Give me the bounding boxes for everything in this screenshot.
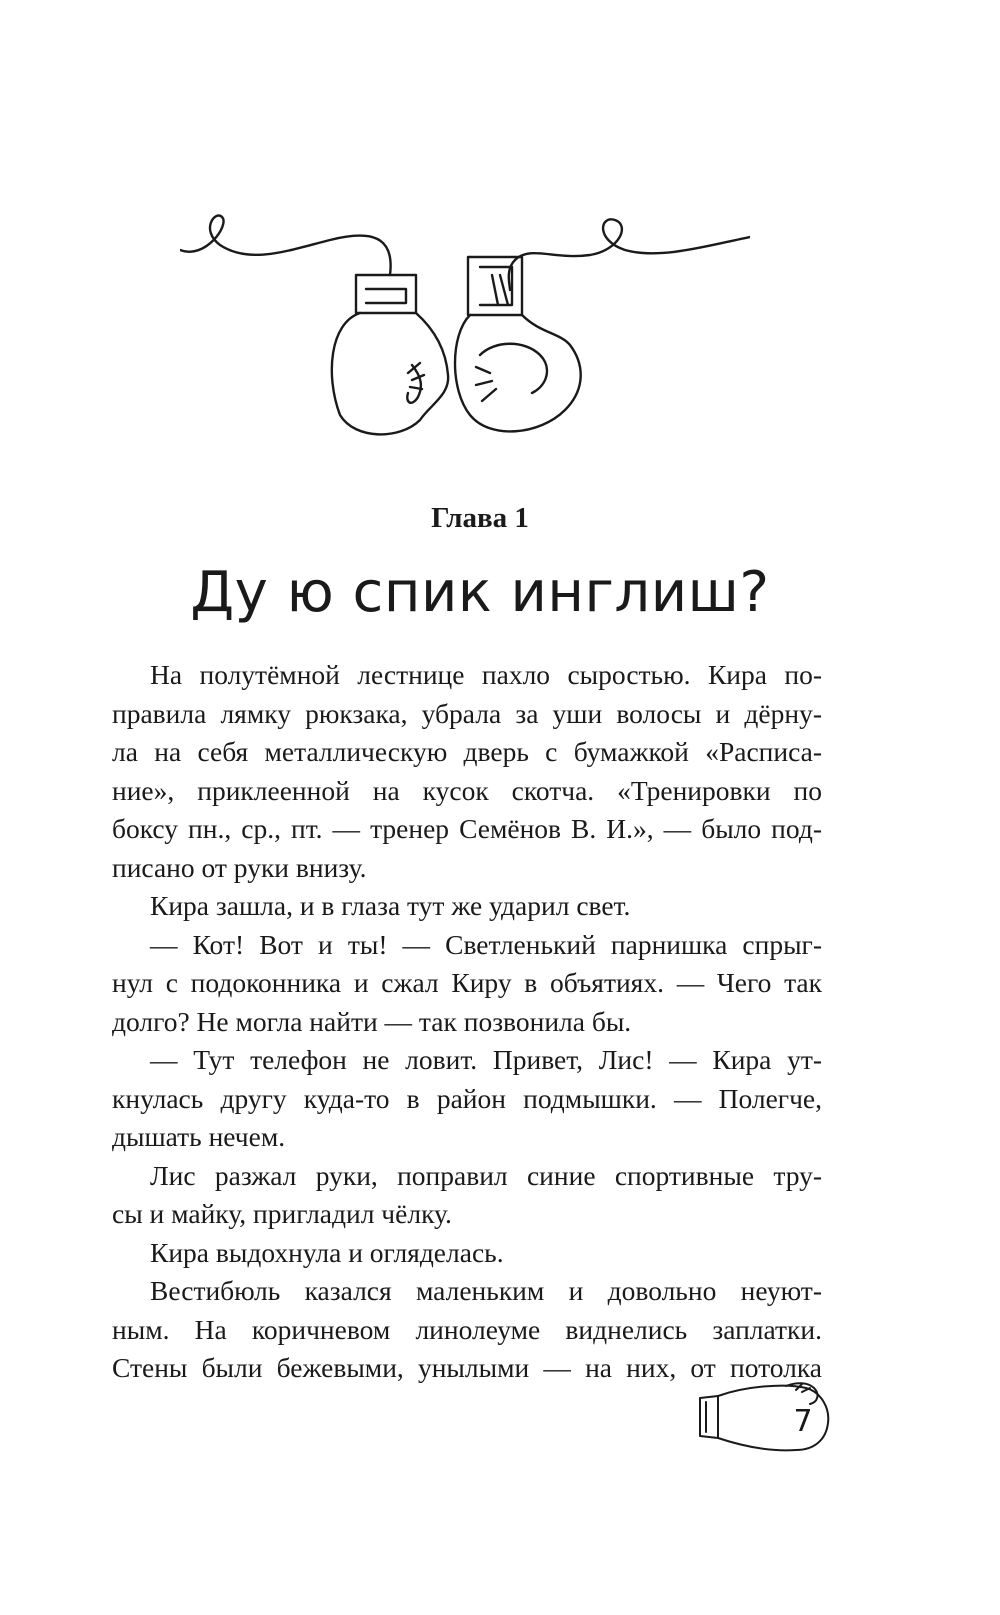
text-line: долго? Не могла найти — так позвонила бы. [112, 1005, 632, 1037]
text-line: нул с подоконника и сжал Киру в объятиях. — Чего так [112, 967, 822, 998]
text-line: дышать нечем. [112, 1121, 286, 1152]
text-line: кнулась другу куда-то в район подмышки. — Полегче, [112, 1082, 822, 1114]
text-line: Стены были бежевыми, унылыми — на них, от потолка [112, 1352, 822, 1383]
text-line: Кира выдохнула и огляделась. [150, 1236, 504, 1268]
text-line: сы и майку, пригладил чёлку. [112, 1198, 452, 1229]
text-line: — Тут телефон не ловит. Привет, Лис! — Кира ут- [150, 1044, 822, 1075]
chapter-label: Глава 1 [431, 502, 529, 534]
text-line: На полутёмной лестнице пахло сыростью. Кира по- [150, 659, 822, 690]
text-line: Вестибюль казался маленьким и довольно неуют- [150, 1275, 822, 1306]
page-number: 7 [793, 1404, 813, 1439]
text-line: боксу пн., ср., пт. — тренер Семёнов В. И.», — было под- [112, 813, 822, 844]
text-line: Кира зашла, и в глаза тут же ударил свет. [150, 890, 631, 921]
chapter-title: Ду ю спик инглиш? [190, 560, 770, 625]
text-line: ние», приклеенной на кусок скотча. «Тренировки по [112, 774, 822, 806]
text-line: правила лямку рюкзака, убрала за уши волосы и дёрну- [112, 697, 822, 729]
text-line: ным. На коричневом линолеуме виднелись заплатки. [112, 1313, 822, 1345]
boxing-gloves-icon [180, 205, 750, 445]
text-line: — Кот! Вот и ты! — Светленький парнишка спрыг- [150, 928, 822, 960]
text-line: Лис разжал руки, поправил синие спортивные тру- [150, 1159, 822, 1191]
body-text [112, 656, 822, 1388]
text-line: ла на себя металлическую дверь с бумажкой «Расписа- [112, 736, 822, 767]
text-line: писано от руки внизу. [112, 851, 367, 883]
